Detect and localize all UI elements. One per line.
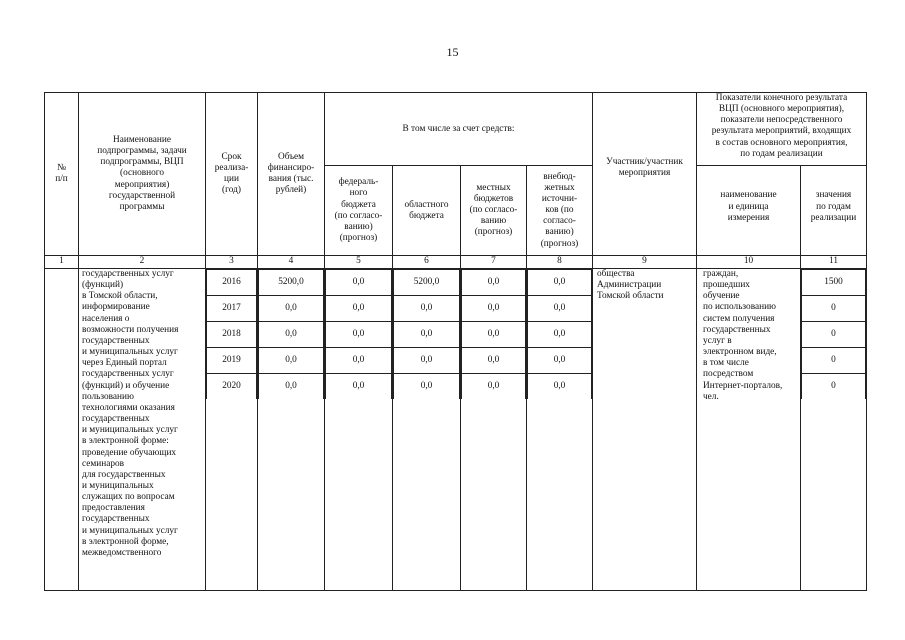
row-indicator-name (697, 269, 801, 591)
text-line: межведомственного (82, 547, 162, 558)
year-subrow (802, 348, 866, 374)
text-line: (прогноз) (540, 238, 579, 249)
year-subrow (462, 296, 526, 322)
year-subrow (462, 270, 526, 296)
text-line: измерения (727, 212, 770, 223)
header-indicators-title (697, 93, 867, 166)
text-line: рублей) (275, 185, 307, 196)
text-line: реализа- (214, 162, 249, 173)
year-cell: 2019 (207, 348, 257, 374)
text-line: значения (815, 190, 852, 201)
extra-cell: 0,0 (528, 348, 592, 374)
extra-column (527, 269, 593, 591)
header-volume (258, 93, 325, 256)
extra-cell: 0,0 (528, 322, 592, 348)
text-line: служащих по вопросам (82, 492, 175, 503)
text-line: Интернет-порталов, (703, 380, 783, 391)
text-line: Администрации (597, 280, 662, 291)
year-subrow (528, 322, 592, 348)
text-line: семинаров (82, 458, 125, 469)
indicator-value-column (801, 269, 867, 591)
page-number: 15 (446, 45, 459, 59)
text-line: (основного (120, 168, 164, 179)
year-subrow (207, 296, 257, 322)
text-line: программы (119, 201, 165, 212)
year-subrow (462, 322, 526, 348)
year-subrow (259, 270, 324, 296)
text-line: прошедших (703, 280, 750, 291)
header-number (45, 93, 79, 256)
header-federal (325, 166, 393, 256)
text-line: наименование (720, 190, 777, 201)
text-line: финансиро- (267, 162, 315, 173)
year-subrow (462, 348, 526, 374)
row-participant (593, 269, 697, 591)
text-line: и муниципальных услуг (82, 425, 178, 436)
text-line: № (57, 162, 66, 173)
text-line: технологиями оказания (82, 402, 175, 413)
regional-cell: 0,0 (394, 322, 460, 348)
text-line: местных (476, 182, 511, 193)
text-line: и муниципальных услуг (82, 525, 178, 536)
federal-cell: 0,0 (326, 348, 392, 374)
year-subrow (802, 296, 866, 322)
row-name (79, 269, 206, 591)
text-line: мероприятия (618, 168, 671, 179)
text-line: реализации (810, 212, 857, 223)
text-line: посредством (703, 369, 754, 380)
year-subrow (207, 374, 257, 400)
year-subrow (326, 296, 392, 322)
text-line: для государственных (82, 469, 166, 480)
local-cell: 0,0 (462, 296, 526, 322)
header-indicator-name (697, 166, 801, 256)
text-line: результата мероприятий, входящих (711, 126, 852, 137)
text-line: проведение обучающих (82, 447, 177, 458)
year-subrow (528, 348, 592, 374)
text-line: (год) (222, 185, 241, 196)
text-line: в Томской области, (82, 291, 158, 302)
text-line: услуг в (703, 335, 732, 346)
text-line: ванию) (545, 227, 574, 238)
column-number: 1 (45, 256, 79, 269)
text-line: электронном виде, (703, 347, 777, 358)
text-line: государственных (82, 514, 150, 525)
column-number: 8 (527, 256, 593, 269)
text-line: Показатели конечного результата (715, 93, 848, 103)
text-line: возможности получения (82, 324, 179, 335)
header-participant (593, 93, 697, 256)
text-line: бюджета (409, 210, 444, 221)
year-subrow (802, 322, 866, 348)
local-cell: 0,0 (462, 270, 526, 296)
federal-cell: 0,0 (326, 270, 392, 296)
volume-column (258, 269, 325, 591)
text-line: общества (597, 269, 635, 279)
header-name (79, 93, 206, 256)
year-cell: 2018 (207, 322, 257, 348)
volume-cell: 0,0 (259, 374, 324, 400)
column-number: 2 (79, 256, 206, 269)
text-line: жетных (544, 182, 575, 193)
extra-cell: 0,0 (528, 270, 592, 296)
header-period (206, 93, 258, 256)
volume-cell: 0,0 (259, 322, 324, 348)
federal-cell: 0,0 (326, 374, 392, 400)
text-line: обучение (703, 291, 740, 302)
text-line: систем получения (703, 313, 775, 324)
regional-cell: 0,0 (394, 348, 460, 374)
text-line: показатели непосредственного (720, 115, 843, 126)
text-line: по годам реализации (740, 148, 823, 159)
extra-cell: 0,0 (528, 296, 592, 322)
text-line: ков (по (545, 205, 574, 216)
year-cell: 2020 (207, 374, 257, 400)
indicator-value-cell: 1500 (802, 270, 866, 296)
text-line: в электронной форме: (82, 436, 169, 447)
year-subrow (528, 270, 592, 296)
text-line: и муниципальных (82, 480, 154, 491)
column-number: 7 (461, 256, 527, 269)
local-cell: 0,0 (462, 374, 526, 400)
volume-cell: 0,0 (259, 296, 324, 322)
federal-cell: 0,0 (326, 322, 392, 348)
text-line: ванию) (344, 221, 373, 232)
year-column (206, 269, 258, 591)
year-subrow (207, 270, 257, 296)
year-cell: 2017 (207, 296, 257, 322)
text-line: внебюд- (543, 171, 576, 182)
indicator-value-cell: 0 (802, 296, 866, 322)
year-subrow (259, 374, 324, 400)
text-line: в том числе (703, 358, 749, 369)
column-number: 9 (593, 256, 697, 269)
row-number (45, 269, 79, 591)
text-line: предоставления (82, 503, 145, 514)
column-number: 4 (258, 256, 325, 269)
local-cell: 0,0 (462, 322, 526, 348)
indicator-value-cell: 0 (802, 322, 866, 348)
year-subrow (528, 374, 592, 400)
text-line: областного (404, 199, 449, 210)
header-regional (393, 166, 461, 256)
text-line: через Единый портал (82, 358, 167, 369)
text-line: информирование (82, 302, 150, 313)
text-line: (по согласо- (334, 210, 383, 221)
text-line: источни- (541, 193, 578, 204)
table-row (45, 269, 867, 591)
text-line: ВЦП (основного мероприятия), (718, 104, 845, 115)
text-line: граждан, (703, 269, 739, 279)
volume-cell: 5200,0 (259, 270, 324, 296)
text-line: Срок (221, 151, 242, 162)
regional-column (393, 269, 461, 591)
program-table (44, 92, 867, 591)
text-line: Объем (277, 151, 305, 162)
year-subrow (394, 296, 460, 322)
text-line: в электронной форме, (82, 536, 169, 547)
federal-cell: 0,0 (326, 296, 392, 322)
text-line: по годам (816, 201, 851, 212)
local-column (461, 269, 527, 591)
text-line: подпрограммы, ВЦП (100, 157, 184, 168)
year-subrow (326, 348, 392, 374)
year-subrow (802, 374, 866, 400)
text-line: и единица (728, 201, 769, 212)
extra-cell: 0,0 (528, 374, 592, 400)
text-line: бюджета (341, 199, 376, 210)
year-subrow (207, 322, 257, 348)
federal-column (325, 269, 393, 591)
indicator-value-cell: 0 (802, 348, 866, 374)
column-number-row (45, 256, 867, 269)
year-cell: 2016 (207, 270, 257, 296)
text-line: по использованию (703, 302, 776, 313)
year-subrow (528, 296, 592, 322)
text-line: государственных (82, 414, 150, 425)
text-line: согласо- (543, 216, 576, 227)
text-line: (функций) (82, 280, 124, 291)
column-number: 6 (393, 256, 461, 269)
text-line: (по согласо- (469, 205, 518, 216)
text-line: ванию (480, 216, 507, 227)
text-line: государственных (82, 335, 150, 346)
text-line: Участник/участник (606, 157, 683, 167)
text-line: ного (349, 188, 368, 199)
year-subrow (326, 322, 392, 348)
year-subrow (802, 270, 866, 296)
text-line: (прогноз) (339, 233, 378, 244)
text-line: государственных услуг (82, 369, 174, 380)
text-line: (прогноз) (474, 227, 513, 238)
text-line: подпрограммы, задачи (97, 146, 187, 157)
year-subrow (259, 296, 324, 322)
year-subrow (394, 374, 460, 400)
regional-cell: 0,0 (394, 374, 460, 400)
text-line: государственных (703, 324, 771, 335)
text-line: федераль- (338, 177, 379, 188)
text-line: вания (тыс. (268, 174, 314, 184)
local-cell: 0,0 (462, 348, 526, 374)
column-number: 5 (325, 256, 393, 269)
header-extra (527, 166, 593, 256)
year-subrow (462, 374, 526, 400)
text-line: Наименование (113, 134, 171, 145)
header-sources-title: В том числе за счет средств: (325, 93, 593, 166)
text-line: населения о (82, 313, 130, 324)
text-line: мероприятия) (114, 179, 170, 190)
header-local (461, 166, 527, 256)
text-line: государственной (108, 190, 176, 201)
column-number: 11 (801, 256, 867, 269)
text-line: государственных услуг (82, 269, 174, 279)
text-line: чел. (703, 391, 719, 402)
year-subrow (259, 348, 324, 374)
year-subrow (394, 348, 460, 374)
year-subrow (394, 322, 460, 348)
year-subrow (259, 322, 324, 348)
text-line: (функций) и обучение (82, 380, 170, 391)
text-line: п/п (55, 174, 68, 184)
year-subrow (326, 374, 392, 400)
year-subrow (207, 348, 257, 374)
year-subrow (394, 270, 460, 296)
text-line: Томской области (597, 291, 664, 302)
indicator-value-cell: 0 (802, 374, 866, 400)
text-line: в состав основного мероприятия, (715, 137, 848, 148)
text-line: ции (224, 174, 239, 184)
text-line: и муниципальных услуг (82, 347, 178, 358)
text-line: пользованию (82, 391, 134, 402)
column-number: 10 (697, 256, 801, 269)
regional-cell: 5200,0 (394, 270, 460, 296)
year-subrow (326, 270, 392, 296)
regional-cell: 0,0 (394, 296, 460, 322)
header-indicator-values (801, 166, 867, 256)
text-line: бюджетов (473, 193, 514, 204)
volume-cell: 0,0 (259, 348, 324, 374)
column-number: 3 (206, 256, 258, 269)
